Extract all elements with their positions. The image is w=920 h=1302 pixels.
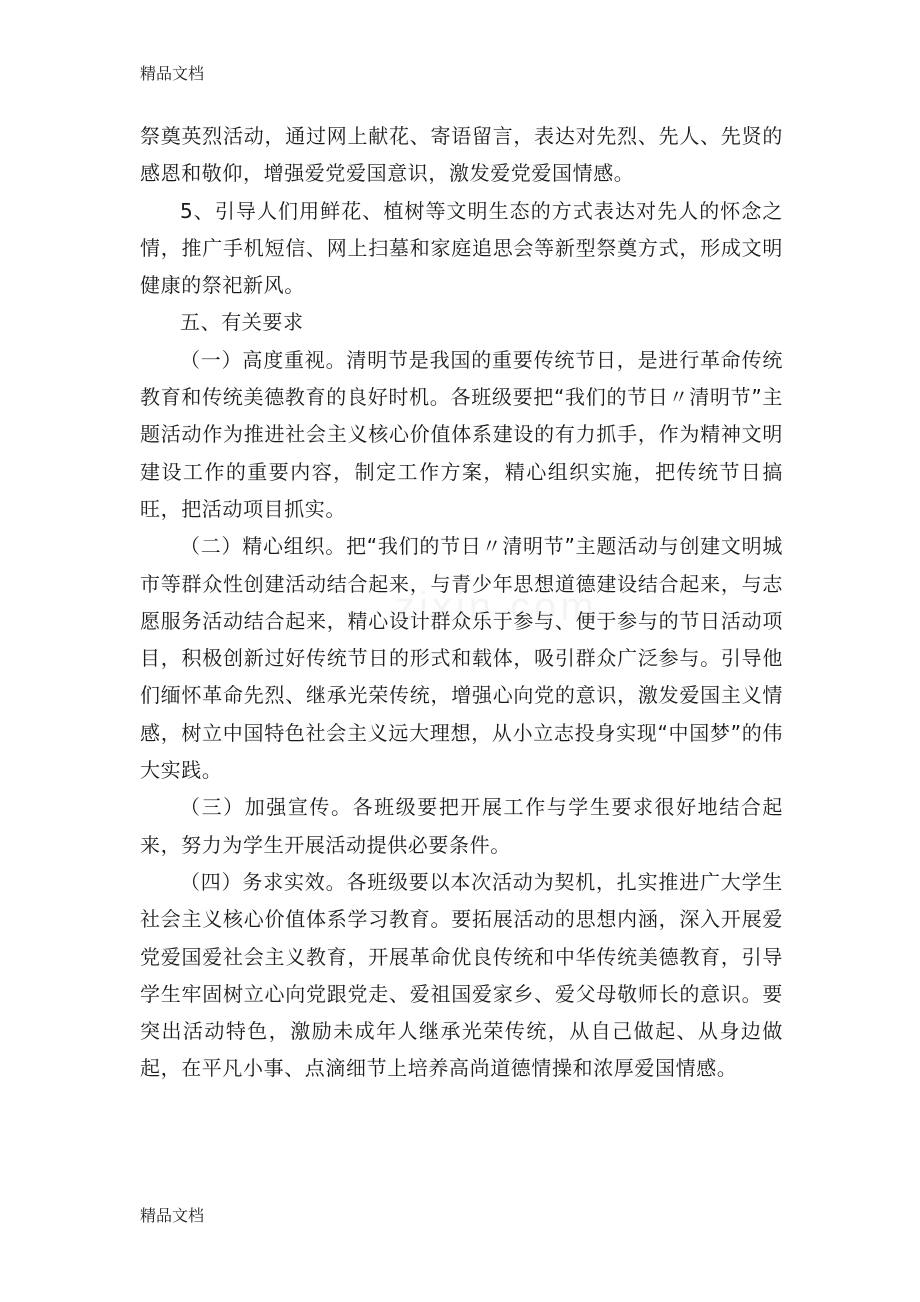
paragraph-item-5: 5、引导人们用鲜花、植树等文明生态的方式表达对先人的怀念之情，推广手机短信、网上扫墓和家庭追思会等新型祭奠方式，形成文明健康的祭祀新风。: [140, 198, 783, 298]
paragraph-requirement-1: （一）高度重视。清明节是我国的重要传统节日，是进行革命传统教育和传统美德教育的良好时机。各班级要把“我们的节日〃清明节”主题活动作为推进社会主义核心价值体系建设的有力抓手，作为精神文明建设工作的重要内容，制定工作方案，精心组织实施，把传统节日搞旺，把活动项目抓实。: [140, 347, 783, 521]
document-body: [140, 118, 783, 1088]
paragraph-requirement-4: （四）务求实效。各班级要以本次活动为契机，扎实推进广大学生社会主义核心价值体系学习教育。要拓展活动的思想内涵，深入开展爱党爱国爱社会主义教育，开展革命优良传统和中华传统美德教育，引导学生牢固树立心向党跟党走、爱祖国爱家乡、爱父母敬师长的意识。要突出活动特色，激励未成年人继承光荣传统，从自己做起、从身边做起，在平凡小事、点滴细节上培养高尚道德情操和浓厚爱国情感。: [140, 869, 783, 1081]
paragraph-continuation: 祭奠英烈活动，通过网上献花、寄语留言，表达对先烈、先人、先贤的感恩和敬仰，增强爱党爱国意识，激发爱党爱国情感。: [140, 124, 783, 186]
page-footer-label: 精品文档: [140, 1206, 205, 1225]
paragraph-requirement-2: （二）精心组织。把“我们的节日〃清明节”主题活动与创建文明城市等群众性创建活动结合起来，与青少年思想道德建设结合起来，与志愿服务活动结合起来，精心设计群众乐于参与、便于参与的节日活动项目，积极创新过好传统节日的形式和载体，吸引群众广泛参与。引导他们缅怀革命先烈、继承光荣传统，增强心向党的意识，激发爱国主义情感，树立中国特色社会主义远大理想，从小立志投身实现“中国梦”的伟大实践。: [140, 534, 783, 783]
paragraph-requirement-3: （三）加强宣传。各班级要把开展工作与学生要求很好地结合起来，努力为学生开展活动提供必要条件。: [140, 795, 783, 857]
section-heading-requirements: 五、有关要求: [180, 310, 304, 335]
page-header-label: 精品文档: [140, 64, 205, 83]
